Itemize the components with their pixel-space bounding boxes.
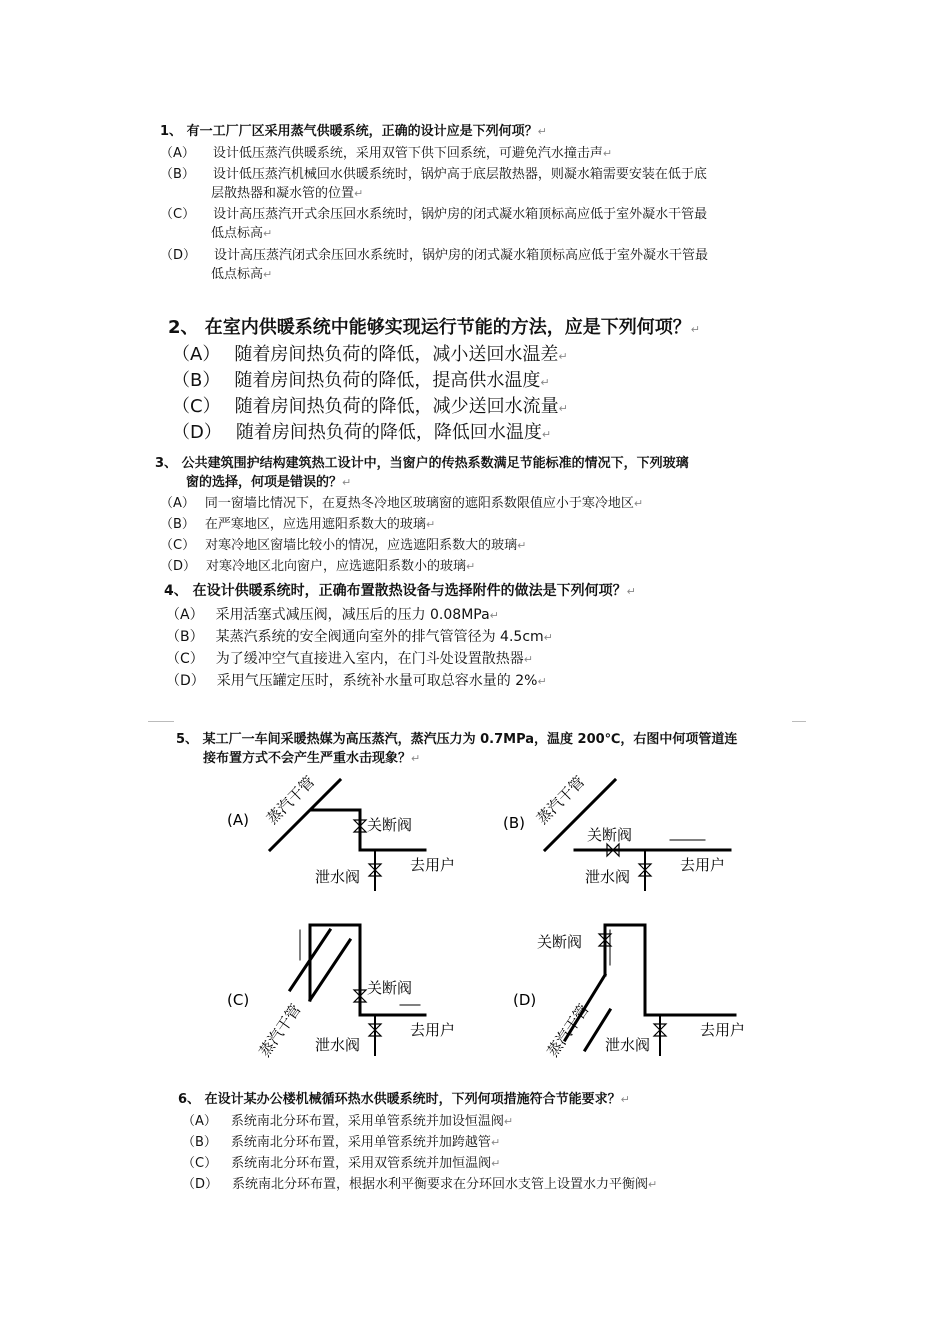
question-6-title: 6、 在设计某办公楼机械循环热水供暖系统时，下列何项措施符合节能要求？↵ bbox=[178, 1092, 630, 1107]
q4-option-d: （D） 采用气压罐定压时，系统补水量可取总容水量的 2%↵ bbox=[166, 673, 547, 689]
to-user-label-b: 去用户 bbox=[680, 856, 726, 874]
drain-valve-label-d: 泄水阀 bbox=[605, 1036, 651, 1054]
steam-main-label-b: 蒸汽干管 bbox=[533, 772, 589, 828]
question-1: 1、 有一工厂厂区采用蒸气供暖系统，正确的设计应是下列何项？↵ bbox=[160, 124, 547, 139]
q4-option-c: （C） 为了缓冲空气直接进入室内，在门斗处设置散热器↵ bbox=[166, 651, 533, 667]
question-5-title-cont: 接布置方式不会产生严重水击现象？↵ bbox=[203, 751, 421, 766]
q1-option-c-cont: 低点标高↵ bbox=[211, 226, 273, 241]
q4-option-b: （B） 某蒸汽系统的安全阀通向室外的排气管管径为 4.5cm↵ bbox=[166, 629, 553, 645]
q1-option-d: （D） 设计高压蒸汽闭式余压回水系统时，锅炉房的闭式凝水箱顶标高应低于室外凝水干管最 bbox=[160, 248, 709, 263]
q3-option-a: （A） 同一窗墙比情况下，在夏热冬冷地区玻璃窗的遮阳系数限值应小于寒冷地区↵ bbox=[160, 496, 644, 511]
q3-option-c: （C） 对寒冷地区窗墙比较小的情况，应选遮阳系数大的玻璃↵ bbox=[160, 538, 527, 553]
question-3-title-cont: 窗的选择，何项是错误的？↵ bbox=[186, 475, 352, 490]
to-user-label-d: 去用户 bbox=[700, 1021, 746, 1039]
q1-option-a: （A） 设计低压蒸汽供暖系统，采用双管下供下回系统，可避免汽水撞击声↵ bbox=[160, 146, 613, 161]
q6-option-c: （C） 系统南北分环布置，采用双管系统并加恒温阀↵ bbox=[182, 1156, 501, 1171]
q2-option-a: （A） 随着房间热负荷的降低，减小送回水温差↵ bbox=[172, 344, 568, 365]
shutoff-valve-label-d: 关断阀 bbox=[537, 933, 583, 951]
shutoff-valve-label-b: 关断阀 bbox=[587, 826, 633, 844]
question-2-title: 2、 在室内供暖系统中能够实现运行节能的方法，应是下列何项？↵ bbox=[168, 317, 701, 338]
q3-option-b: （B） 在严寒地区，应选用遮阳系数大的玻璃↵ bbox=[160, 517, 436, 532]
q2-option-b: （B） 随着房间热负荷的降低，提高供水温度↵ bbox=[172, 370, 550, 391]
q2-option-d: （D） 随着房间热负荷的降低，降低回水温度↵ bbox=[172, 422, 552, 443]
question-5-title: 5、 某工厂一车间采暖热媒为高压蒸汽，蒸汽压力为 0.7MPa，温度 200℃，右图中何项管道连 bbox=[176, 732, 738, 747]
steam-main-label-c: 蒸汽干管 bbox=[255, 1000, 305, 1061]
pipe-arrangement-diagram bbox=[215, 770, 775, 1070]
q3-option-d: （D） 对寒冷地区北向窗户，应选遮阳系数小的玻璃↵ bbox=[160, 559, 476, 574]
drain-valve-label-a: 泄水阀 bbox=[315, 868, 361, 886]
question-1-title: 1、 有一工厂厂区采用蒸气供暖系统，正确的设计应是下列何项？ bbox=[160, 124, 538, 139]
section-divider-left bbox=[148, 721, 174, 722]
steam-main-label-a: 蒸汽干管 bbox=[263, 772, 319, 828]
q6-option-b: （B） 系统南北分环布置，采用单管系统并加跨越管↵ bbox=[182, 1135, 501, 1150]
q1-option-b: （B） 设计低压蒸汽机械回水供暖系统时，锅炉高于底层散热器，则凝水箱需要安装在低于底 bbox=[160, 167, 707, 182]
question-4-title: 4、 在设计供暖系统时，正确布置散热设备与选择附件的做法是下列何项？↵ bbox=[164, 583, 636, 599]
q6-option-a: （A） 系统南北分环布置，采用单管系统并加设恒温阀↵ bbox=[182, 1114, 514, 1129]
steam-main-label-d: 蒸汽干管 bbox=[543, 1000, 593, 1061]
section-divider-right bbox=[792, 721, 806, 722]
diagram-label-c: (C) bbox=[227, 991, 250, 1009]
q1-option-b-cont: 层散热器和凝水管的位置↵ bbox=[211, 186, 364, 201]
diagram-label-a: (A) bbox=[227, 811, 249, 829]
drain-valve-label-c: 泄水阀 bbox=[315, 1036, 361, 1054]
diagram-label-d: (D) bbox=[513, 991, 537, 1009]
drain-valve-label-b: 泄水阀 bbox=[585, 868, 631, 886]
shutoff-valve-label-a: 关断阀 bbox=[367, 816, 413, 834]
shutoff-valve-label-c: 关断阀 bbox=[367, 979, 413, 997]
q6-option-d: （D） 系统南北分环布置，根据水利平衡要求在分环回水支管上设置水力平衡阀↵ bbox=[182, 1177, 658, 1192]
q1-option-d-cont: 低点标高↵ bbox=[211, 267, 273, 282]
to-user-label-a: 去用户 bbox=[410, 856, 456, 874]
question-3-title: 3、 公共建筑围护结构建筑热工设计中，当窗户的传热系数满足节能标准的情况下，下列玻璃 bbox=[155, 456, 689, 471]
q1-option-c: （C） 设计高压蒸汽开式余压回水系统时，锅炉房的闭式凝水箱顶标高应低于室外凝水干管最 bbox=[160, 207, 708, 222]
diagram-label-b: (B) bbox=[503, 814, 525, 832]
to-user-label-c: 去用户 bbox=[410, 1021, 456, 1039]
q2-option-c: （C） 随着房间热负荷的降低，减少送回水流量↵ bbox=[172, 396, 568, 417]
q4-option-a: （A） 采用活塞式减压阀，减压后的压力 0.08MPa↵ bbox=[166, 607, 499, 623]
